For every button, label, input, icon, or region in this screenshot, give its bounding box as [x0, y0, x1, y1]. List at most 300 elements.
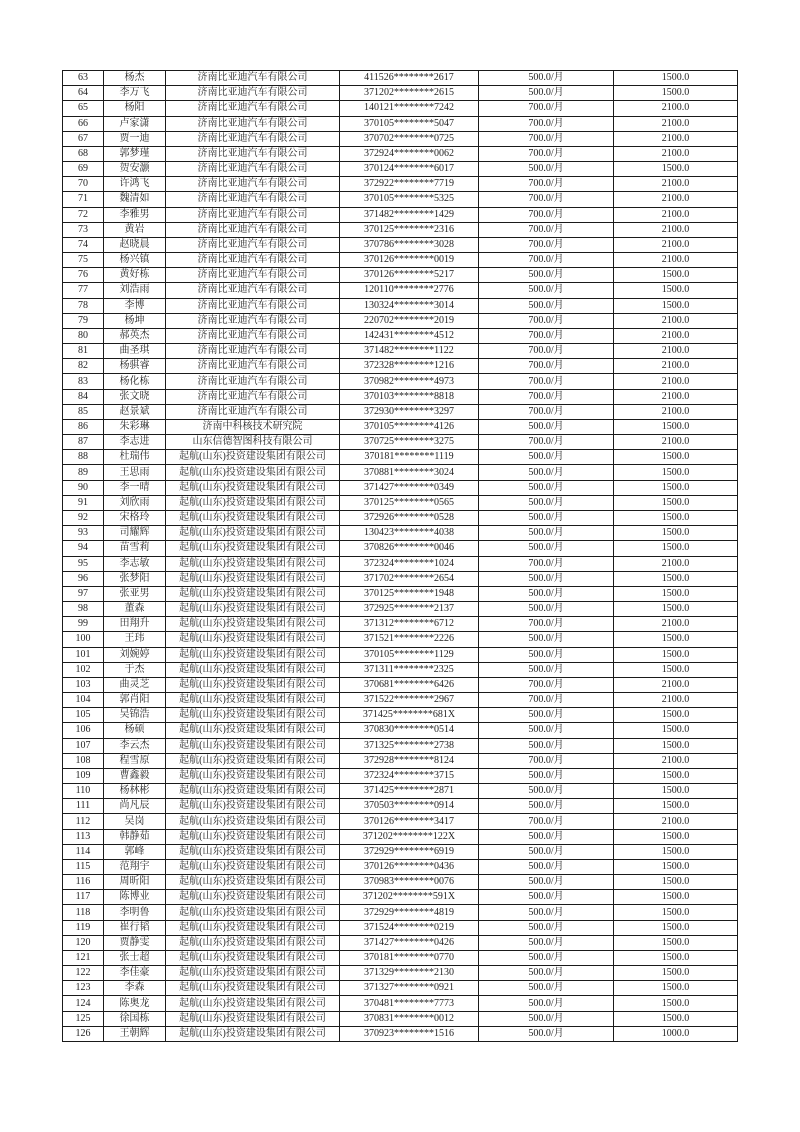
cell-monthly-amount: 500.0/月	[479, 283, 614, 298]
cell-company-name: 起航(山东)投资建设集团有限公司	[166, 966, 340, 981]
table-row	[63, 374, 738, 389]
cell-monthly-amount: 500.0/月	[479, 708, 614, 723]
cell-company-name: 济南比亚迪汽车有限公司	[166, 283, 340, 298]
cell-person-name: 赵晓晨	[104, 237, 166, 252]
cell-monthly-amount: 700.0/月	[479, 374, 614, 389]
cell-id-number-masked: 370503********0914	[340, 799, 479, 814]
table-row	[63, 495, 738, 510]
cell-id-number-masked: 370826********0046	[340, 541, 479, 556]
cell-person-name: 赵景斌	[104, 404, 166, 419]
cell-company-name: 起航(山东)投资建设集团有限公司	[166, 1011, 340, 1026]
cell-id-number-masked: 370126********5217	[340, 268, 479, 283]
cell-total-amount: 1500.0	[614, 419, 738, 434]
cell-total-amount: 2100.0	[614, 146, 738, 161]
cell-id-number-masked: 372928********8124	[340, 753, 479, 768]
table-row	[63, 602, 738, 617]
cell-row-number: 98	[63, 602, 104, 617]
table-row	[63, 192, 738, 207]
cell-id-number-masked: 371427********0426	[340, 935, 479, 950]
cell-person-name: 刘婉婷	[104, 647, 166, 662]
cell-total-amount: 1500.0	[614, 799, 738, 814]
cell-total-amount: 1500.0	[614, 920, 738, 935]
cell-id-number-masked: 372926********0528	[340, 510, 479, 525]
cell-total-amount: 1500.0	[614, 298, 738, 313]
cell-total-amount: 1500.0	[614, 495, 738, 510]
cell-id-number-masked: 372324********3715	[340, 768, 479, 783]
cell-person-name: 李森	[104, 981, 166, 996]
cell-row-number: 73	[63, 222, 104, 237]
cell-row-number: 66	[63, 116, 104, 131]
cell-person-name: 郝英杰	[104, 328, 166, 343]
cell-id-number-masked: 371202********2615	[340, 86, 479, 101]
cell-row-number: 75	[63, 253, 104, 268]
table-row	[63, 738, 738, 753]
cell-row-number: 109	[63, 768, 104, 783]
cell-person-name: 郭梦瑾	[104, 146, 166, 161]
cell-total-amount: 2100.0	[614, 237, 738, 252]
cell-total-amount: 1500.0	[614, 510, 738, 525]
cell-monthly-amount: 500.0/月	[479, 495, 614, 510]
table-row	[63, 313, 738, 328]
table-row	[63, 708, 738, 723]
cell-id-number-masked: 372922********7719	[340, 177, 479, 192]
table-row	[63, 207, 738, 222]
cell-total-amount: 1500.0	[614, 632, 738, 647]
cell-total-amount: 1500.0	[614, 784, 738, 799]
cell-id-number-masked: 142431********4512	[340, 328, 479, 343]
cell-company-name: 起航(山东)投资建设集团有限公司	[166, 875, 340, 890]
cell-monthly-amount: 500.0/月	[479, 268, 614, 283]
cell-id-number-masked: 370105********5325	[340, 192, 479, 207]
cell-person-name: 张文晓	[104, 389, 166, 404]
cell-monthly-amount: 700.0/月	[479, 814, 614, 829]
cell-id-number-masked: 370126********3417	[340, 814, 479, 829]
table-row	[63, 799, 738, 814]
cell-company-name: 起航(山东)投资建设集团有限公司	[166, 602, 340, 617]
cell-monthly-amount: 500.0/月	[479, 950, 614, 965]
cell-id-number-masked: 372328********1216	[340, 359, 479, 374]
cell-person-name: 周昕阳	[104, 875, 166, 890]
cell-monthly-amount: 700.0/月	[479, 677, 614, 692]
cell-monthly-amount: 500.0/月	[479, 71, 614, 86]
cell-monthly-amount: 500.0/月	[479, 738, 614, 753]
cell-monthly-amount: 500.0/月	[479, 784, 614, 799]
cell-person-name: 范翔宇	[104, 859, 166, 874]
cell-person-name: 尚凡辰	[104, 799, 166, 814]
cell-company-name: 济南中科核技术研究院	[166, 419, 340, 434]
cell-person-name: 杨骐睿	[104, 359, 166, 374]
cell-total-amount: 2100.0	[614, 192, 738, 207]
cell-id-number-masked: 372925********2137	[340, 602, 479, 617]
cell-id-number-masked: 370105********5047	[340, 116, 479, 131]
cell-company-name: 济南比亚迪汽车有限公司	[166, 389, 340, 404]
cell-row-number: 83	[63, 374, 104, 389]
cell-monthly-amount: 700.0/月	[479, 617, 614, 632]
cell-person-name: 李明鲁	[104, 905, 166, 920]
cell-monthly-amount: 700.0/月	[479, 116, 614, 131]
table-row	[63, 419, 738, 434]
cell-total-amount: 2100.0	[614, 131, 738, 146]
cell-company-name: 起航(山东)投资建设集团有限公司	[166, 859, 340, 874]
cell-monthly-amount: 500.0/月	[479, 86, 614, 101]
cell-person-name: 贾一迪	[104, 131, 166, 146]
cell-monthly-amount: 700.0/月	[479, 328, 614, 343]
cell-row-number: 102	[63, 662, 104, 677]
table-row	[63, 526, 738, 541]
cell-id-number-masked: 370786********3028	[340, 237, 479, 252]
cell-company-name: 起航(山东)投资建设集团有限公司	[166, 677, 340, 692]
cell-monthly-amount: 700.0/月	[479, 313, 614, 328]
cell-company-name: 起航(山东)投资建设集团有限公司	[166, 981, 340, 996]
cell-company-name: 起航(山东)投资建设集团有限公司	[166, 586, 340, 601]
cell-total-amount: 2100.0	[614, 177, 738, 192]
cell-id-number-masked: 130423********4038	[340, 526, 479, 541]
cell-id-number-masked: 411526********2617	[340, 71, 479, 86]
cell-monthly-amount: 500.0/月	[479, 647, 614, 662]
cell-row-number: 70	[63, 177, 104, 192]
cell-row-number: 72	[63, 207, 104, 222]
cell-monthly-amount: 700.0/月	[479, 344, 614, 359]
cell-company-name: 起航(山东)投资建设集团有限公司	[166, 905, 340, 920]
cell-person-name: 黄好栋	[104, 268, 166, 283]
cell-row-number: 97	[63, 586, 104, 601]
cell-total-amount: 1500.0	[614, 602, 738, 617]
cell-id-number-masked: 371329********2130	[340, 966, 479, 981]
cell-monthly-amount: 500.0/月	[479, 602, 614, 617]
cell-total-amount: 1500.0	[614, 647, 738, 662]
cell-company-name: 济南比亚迪汽车有限公司	[166, 328, 340, 343]
cell-row-number: 99	[63, 617, 104, 632]
cell-monthly-amount: 500.0/月	[479, 844, 614, 859]
table-row	[63, 935, 738, 950]
cell-company-name: 起航(山东)投资建设集团有限公司	[166, 495, 340, 510]
table-row	[63, 283, 738, 298]
cell-monthly-amount: 700.0/月	[479, 131, 614, 146]
cell-company-name: 起航(山东)投资建设集团有限公司	[166, 510, 340, 525]
cell-id-number-masked: 370181********0770	[340, 950, 479, 965]
cell-row-number: 96	[63, 571, 104, 586]
cell-id-number-masked: 370983********0076	[340, 875, 479, 890]
table-row	[63, 844, 738, 859]
cell-id-number-masked: 370124********6017	[340, 162, 479, 177]
cell-row-number: 114	[63, 844, 104, 859]
cell-total-amount: 1500.0	[614, 844, 738, 859]
cell-person-name: 黄岩	[104, 222, 166, 237]
cell-monthly-amount: 500.0/月	[479, 526, 614, 541]
cell-monthly-amount: 700.0/月	[479, 207, 614, 222]
cell-person-name: 苗雪莉	[104, 541, 166, 556]
cell-company-name: 起航(山东)投资建设集团有限公司	[166, 920, 340, 935]
cell-person-name: 韩静茹	[104, 829, 166, 844]
cell-company-name: 济南比亚迪汽车有限公司	[166, 253, 340, 268]
cell-total-amount: 1500.0	[614, 268, 738, 283]
cell-row-number: 63	[63, 71, 104, 86]
cell-id-number-masked: 370481********7773	[340, 996, 479, 1011]
cell-monthly-amount: 500.0/月	[479, 981, 614, 996]
cell-total-amount: 2100.0	[614, 693, 738, 708]
cell-person-name: 曲灵芝	[104, 677, 166, 692]
cell-total-amount: 2100.0	[614, 101, 738, 116]
table-row	[63, 768, 738, 783]
cell-row-number: 69	[63, 162, 104, 177]
cell-company-name: 起航(山东)投资建设集团有限公司	[166, 541, 340, 556]
cell-row-number: 106	[63, 723, 104, 738]
table-row	[63, 237, 738, 252]
cell-monthly-amount: 500.0/月	[479, 966, 614, 981]
cell-id-number-masked: 371482********1122	[340, 344, 479, 359]
cell-id-number-masked: 370105********4126	[340, 419, 479, 434]
cell-id-number-masked: 371202********122X	[340, 829, 479, 844]
cell-row-number: 79	[63, 313, 104, 328]
cell-total-amount: 2100.0	[614, 389, 738, 404]
cell-id-number-masked: 220702********2019	[340, 313, 479, 328]
cell-row-number: 117	[63, 890, 104, 905]
cell-total-amount: 1500.0	[614, 541, 738, 556]
subsidy-table	[62, 70, 738, 1042]
table-row	[63, 829, 738, 844]
cell-total-amount: 1500.0	[614, 738, 738, 753]
cell-company-name: 起航(山东)投资建设集团有限公司	[166, 1026, 340, 1041]
cell-company-name: 济南比亚迪汽车有限公司	[166, 298, 340, 313]
cell-monthly-amount: 500.0/月	[479, 905, 614, 920]
cell-total-amount: 2100.0	[614, 313, 738, 328]
cell-company-name: 起航(山东)投资建设集团有限公司	[166, 950, 340, 965]
cell-company-name: 起航(山东)投资建设集团有限公司	[166, 632, 340, 647]
table-row	[63, 859, 738, 874]
cell-company-name: 济南比亚迪汽车有限公司	[166, 101, 340, 116]
cell-total-amount: 1500.0	[614, 708, 738, 723]
cell-monthly-amount: 500.0/月	[479, 768, 614, 783]
cell-person-name: 李佳豪	[104, 966, 166, 981]
table-row	[63, 950, 738, 965]
table-row	[63, 920, 738, 935]
cell-person-name: 曹鑫毅	[104, 768, 166, 783]
table-row	[63, 162, 738, 177]
cell-total-amount: 2100.0	[614, 814, 738, 829]
cell-monthly-amount: 500.0/月	[479, 1011, 614, 1026]
table-row	[63, 222, 738, 237]
cell-company-name: 山东信德智图科技有限公司	[166, 435, 340, 450]
cell-company-name: 起航(山东)投资建设集团有限公司	[166, 723, 340, 738]
table-row	[63, 617, 738, 632]
cell-total-amount: 1500.0	[614, 480, 738, 495]
cell-monthly-amount: 500.0/月	[479, 450, 614, 465]
cell-row-number: 115	[63, 859, 104, 874]
cell-monthly-amount: 500.0/月	[479, 920, 614, 935]
cell-id-number-masked: 371521********2226	[340, 632, 479, 647]
table-body	[63, 71, 738, 1042]
cell-company-name: 起航(山东)投资建设集团有限公司	[166, 738, 340, 753]
cell-monthly-amount: 500.0/月	[479, 662, 614, 677]
cell-monthly-amount: 700.0/月	[479, 693, 614, 708]
cell-company-name: 起航(山东)投资建设集团有限公司	[166, 799, 340, 814]
table-row	[63, 541, 738, 556]
cell-id-number-masked: 371311********2325	[340, 662, 479, 677]
cell-monthly-amount: 500.0/月	[479, 935, 614, 950]
cell-total-amount: 2100.0	[614, 116, 738, 131]
table-row	[63, 450, 738, 465]
cell-id-number-masked: 370126********0436	[340, 859, 479, 874]
cell-person-name: 李志敏	[104, 556, 166, 571]
table-row	[63, 693, 738, 708]
cell-row-number: 74	[63, 237, 104, 252]
cell-total-amount: 1500.0	[614, 1011, 738, 1026]
cell-total-amount: 1500.0	[614, 875, 738, 890]
cell-monthly-amount: 500.0/月	[479, 541, 614, 556]
cell-company-name: 济南比亚迪汽车有限公司	[166, 237, 340, 252]
cell-total-amount: 1500.0	[614, 981, 738, 996]
cell-id-number-masked: 370103********8818	[340, 389, 479, 404]
cell-row-number: 89	[63, 465, 104, 480]
table-row	[63, 905, 738, 920]
cell-monthly-amount: 500.0/月	[479, 875, 614, 890]
cell-person-name: 董森	[104, 602, 166, 617]
cell-row-number: 124	[63, 996, 104, 1011]
cell-company-name: 济南比亚迪汽车有限公司	[166, 86, 340, 101]
cell-person-name: 李万飞	[104, 86, 166, 101]
cell-id-number-masked: 370923********1516	[340, 1026, 479, 1041]
table-row	[63, 981, 738, 996]
cell-company-name: 起航(山东)投资建设集团有限公司	[166, 829, 340, 844]
cell-row-number: 85	[63, 404, 104, 419]
cell-company-name: 起航(山东)投资建设集团有限公司	[166, 450, 340, 465]
cell-row-number: 78	[63, 298, 104, 313]
cell-company-name: 起航(山东)投资建设集团有限公司	[166, 753, 340, 768]
cell-company-name: 济南比亚迪汽车有限公司	[166, 192, 340, 207]
table-row	[63, 177, 738, 192]
cell-monthly-amount: 500.0/月	[479, 829, 614, 844]
cell-company-name: 济南比亚迪汽车有限公司	[166, 222, 340, 237]
cell-id-number-masked: 120110********2776	[340, 283, 479, 298]
cell-company-name: 起航(山东)投资建设集团有限公司	[166, 890, 340, 905]
cell-person-name: 杨杰	[104, 71, 166, 86]
cell-row-number: 122	[63, 966, 104, 981]
cell-row-number: 81	[63, 344, 104, 359]
cell-person-name: 李博	[104, 298, 166, 313]
cell-company-name: 起航(山东)投资建设集团有限公司	[166, 556, 340, 571]
cell-monthly-amount: 500.0/月	[479, 799, 614, 814]
table-row	[63, 814, 738, 829]
cell-monthly-amount: 500.0/月	[479, 586, 614, 601]
cell-monthly-amount: 700.0/月	[479, 389, 614, 404]
cell-person-name: 朱彩琳	[104, 419, 166, 434]
cell-company-name: 济南比亚迪汽车有限公司	[166, 313, 340, 328]
cell-company-name: 起航(山东)投资建设集团有限公司	[166, 465, 340, 480]
cell-monthly-amount: 500.0/月	[479, 465, 614, 480]
cell-person-name: 张士超	[104, 950, 166, 965]
cell-total-amount: 1500.0	[614, 890, 738, 905]
cell-company-name: 济南比亚迪汽车有限公司	[166, 162, 340, 177]
cell-total-amount: 2100.0	[614, 556, 738, 571]
cell-id-number-masked: 370982********4973	[340, 374, 479, 389]
cell-person-name: 吴岗	[104, 814, 166, 829]
cell-monthly-amount: 500.0/月	[479, 162, 614, 177]
cell-row-number: 120	[63, 935, 104, 950]
cell-total-amount: 1500.0	[614, 571, 738, 586]
cell-company-name: 起航(山东)投资建设集团有限公司	[166, 693, 340, 708]
cell-id-number-masked: 372929********6919	[340, 844, 479, 859]
table-row	[63, 556, 738, 571]
cell-row-number: 101	[63, 647, 104, 662]
cell-id-number-masked: 372924********0062	[340, 146, 479, 161]
cell-row-number: 71	[63, 192, 104, 207]
cell-total-amount: 2100.0	[614, 435, 738, 450]
cell-id-number-masked: 370881********3024	[340, 465, 479, 480]
cell-person-name: 杨兴镇	[104, 253, 166, 268]
table-row	[63, 890, 738, 905]
cell-person-name: 崔行韬	[104, 920, 166, 935]
table-row	[63, 116, 738, 131]
cell-id-number-masked: 371702********2654	[340, 571, 479, 586]
cell-company-name: 济南比亚迪汽车有限公司	[166, 146, 340, 161]
cell-total-amount: 1500.0	[614, 996, 738, 1011]
cell-company-name: 起航(山东)投资建设集团有限公司	[166, 768, 340, 783]
cell-id-number-masked: 372324********1024	[340, 556, 479, 571]
table-row	[63, 298, 738, 313]
cell-total-amount: 2100.0	[614, 404, 738, 419]
cell-person-name: 张亚男	[104, 586, 166, 601]
table-row	[63, 571, 738, 586]
cell-company-name: 起航(山东)投资建设集团有限公司	[166, 571, 340, 586]
cell-id-number-masked: 371312********6712	[340, 617, 479, 632]
cell-person-name: 田翔升	[104, 617, 166, 632]
table-row	[63, 344, 738, 359]
cell-total-amount: 1500.0	[614, 966, 738, 981]
cell-id-number-masked: 370725********3275	[340, 435, 479, 450]
cell-company-name: 济南比亚迪汽车有限公司	[166, 116, 340, 131]
cell-id-number-masked: 371522********2967	[340, 693, 479, 708]
cell-row-number: 80	[63, 328, 104, 343]
cell-person-name: 张梦阳	[104, 571, 166, 586]
cell-id-number-masked: 372929********4819	[340, 905, 479, 920]
cell-company-name: 起航(山东)投资建设集团有限公司	[166, 480, 340, 495]
cell-row-number: 76	[63, 268, 104, 283]
cell-monthly-amount: 500.0/月	[479, 510, 614, 525]
cell-person-name: 徐国栋	[104, 1011, 166, 1026]
cell-total-amount: 1500.0	[614, 162, 738, 177]
cell-row-number: 92	[63, 510, 104, 525]
cell-id-number-masked: 371524********0219	[340, 920, 479, 935]
table-row	[63, 723, 738, 738]
cell-id-number-masked: 370831********0012	[340, 1011, 479, 1026]
cell-row-number: 100	[63, 632, 104, 647]
table-row	[63, 435, 738, 450]
cell-total-amount: 1500.0	[614, 283, 738, 298]
cell-person-name: 李志进	[104, 435, 166, 450]
cell-person-name: 杨坤	[104, 313, 166, 328]
cell-monthly-amount: 700.0/月	[479, 253, 614, 268]
table-row	[63, 1011, 738, 1026]
table-row	[63, 328, 738, 343]
cell-company-name: 济南比亚迪汽车有限公司	[166, 268, 340, 283]
cell-company-name: 起航(山东)投资建设集团有限公司	[166, 647, 340, 662]
cell-id-number-masked: 370125********2316	[340, 222, 479, 237]
cell-person-name: 李云杰	[104, 738, 166, 753]
cell-person-name: 郭肖阳	[104, 693, 166, 708]
cell-monthly-amount: 700.0/月	[479, 222, 614, 237]
cell-total-amount: 1500.0	[614, 829, 738, 844]
table-row	[63, 146, 738, 161]
cell-person-name: 贺安灏	[104, 162, 166, 177]
table-row	[63, 253, 738, 268]
cell-row-number: 64	[63, 86, 104, 101]
cell-person-name: 杨阳	[104, 101, 166, 116]
cell-company-name: 济南比亚迪汽车有限公司	[166, 71, 340, 86]
cell-person-name: 许鸿飞	[104, 177, 166, 192]
cell-total-amount: 1500.0	[614, 465, 738, 480]
cell-total-amount: 1500.0	[614, 950, 738, 965]
cell-id-number-masked: 370681********6426	[340, 677, 479, 692]
